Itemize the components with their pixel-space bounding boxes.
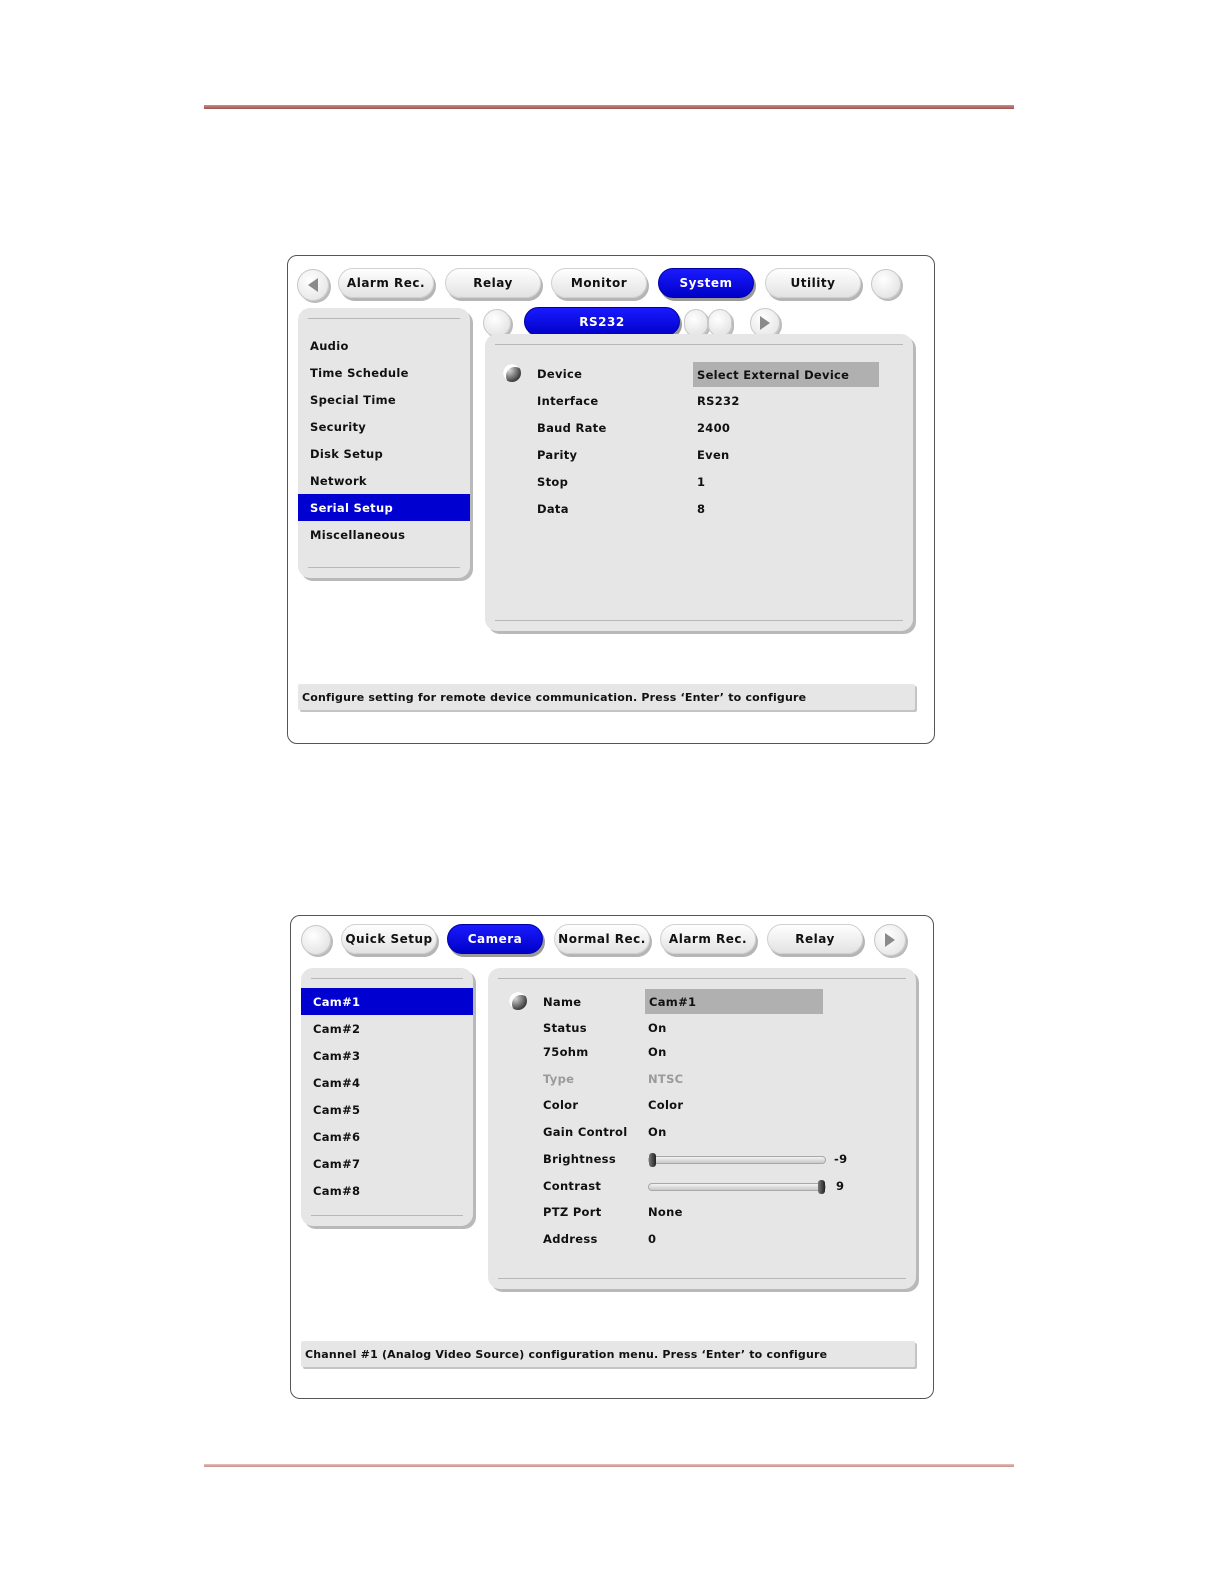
camera-setup-screen bbox=[290, 915, 934, 1399]
field-label-device: Device bbox=[537, 367, 583, 381]
camera-label: Cam#1 bbox=[313, 994, 361, 1009]
menu-item-network[interactable] bbox=[298, 467, 470, 494]
menu-label: Miscellaneous bbox=[310, 527, 406, 542]
camera-label: Cam#4 bbox=[313, 1075, 361, 1090]
field-value-gain-control[interactable]: On bbox=[648, 1125, 667, 1139]
camera-item-8[interactable] bbox=[301, 1177, 473, 1204]
contrast-slider[interactable] bbox=[648, 1183, 826, 1191]
status-text: Channel #1 (Analog Video Source) configuration menu. Press ‘Enter’ to configure bbox=[305, 1347, 828, 1361]
field-label-contrast: Contrast bbox=[543, 1179, 602, 1193]
field-label-baud-rate: Baud Rate bbox=[537, 421, 607, 435]
panel-edge bbox=[308, 567, 460, 568]
panel-edge bbox=[308, 318, 460, 319]
prev-tab-arrow-icon[interactable] bbox=[297, 269, 329, 301]
field-label-name: Name bbox=[543, 995, 582, 1009]
field-label-ptz-port: PTZ Port bbox=[543, 1205, 602, 1219]
field-label-address: Address bbox=[543, 1232, 598, 1246]
menu-label: Network bbox=[310, 473, 367, 488]
panel-edge bbox=[311, 978, 463, 979]
tab-utility[interactable] bbox=[765, 268, 861, 298]
tab-relay[interactable] bbox=[767, 924, 863, 954]
menu-label: Time Schedule bbox=[310, 365, 409, 380]
camera-item-6[interactable] bbox=[301, 1123, 473, 1150]
contrast-slider-handle[interactable] bbox=[818, 1180, 825, 1194]
camera-item-1[interactable] bbox=[301, 988, 473, 1015]
field-value-status[interactable]: On bbox=[648, 1021, 667, 1035]
tab-label: Monitor bbox=[570, 276, 628, 290]
field-label-gain-control: Gain Control bbox=[543, 1125, 628, 1139]
camera-item-2[interactable] bbox=[301, 1015, 473, 1042]
brightness-value: -9 bbox=[834, 1152, 848, 1166]
tab-normal-rec[interactable] bbox=[554, 924, 650, 954]
tab-label: Alarm Rec. bbox=[346, 276, 426, 290]
field-value-baud-rate[interactable]: 2400 bbox=[697, 421, 731, 435]
field-value-data[interactable]: 8 bbox=[697, 502, 706, 516]
selection-bullet-icon bbox=[509, 992, 527, 1010]
menu-label: Serial Setup bbox=[310, 500, 393, 515]
camera-name-input[interactable]: Cam#1 bbox=[645, 989, 823, 1014]
tab-quick-setup[interactable] bbox=[341, 924, 437, 954]
tab-label: Quick Setup bbox=[345, 932, 433, 946]
field-value-75ohm[interactable]: On bbox=[648, 1045, 667, 1059]
brightness-slider-handle[interactable] bbox=[649, 1153, 656, 1167]
camera-item-7[interactable] bbox=[301, 1150, 473, 1177]
camera-label: Cam#6 bbox=[313, 1129, 361, 1144]
menu-item-time-schedule[interactable] bbox=[298, 359, 470, 386]
contrast-value: 9 bbox=[836, 1179, 845, 1193]
subtab-rs232[interactable] bbox=[524, 307, 680, 336]
tab-label: Alarm Rec. bbox=[668, 932, 748, 946]
footer-rule bbox=[204, 1464, 1014, 1467]
menu-label: Special Time bbox=[310, 392, 396, 407]
tab-placeholder-circle bbox=[301, 925, 331, 955]
device-select[interactable]: Select External Device bbox=[693, 362, 879, 387]
tab-label: Camera bbox=[467, 932, 523, 946]
field-value-type: NTSC bbox=[648, 1072, 684, 1086]
camera-settings-panel bbox=[488, 968, 916, 1289]
camera-item-3[interactable] bbox=[301, 1042, 473, 1069]
field-label-75ohm: 75ohm bbox=[543, 1045, 589, 1059]
menu-label: Disk Setup bbox=[310, 446, 383, 461]
menu-item-disk-setup[interactable] bbox=[298, 440, 470, 467]
subtab-placeholder-circle bbox=[483, 309, 511, 337]
brightness-slider[interactable] bbox=[648, 1156, 826, 1164]
left-menu-panel bbox=[298, 308, 470, 578]
field-value-color[interactable]: Color bbox=[648, 1098, 684, 1112]
field-label-brightness: Brightness bbox=[543, 1152, 616, 1166]
field-label-data: Data bbox=[537, 502, 569, 516]
tab-label: Relay bbox=[473, 276, 513, 290]
tab-label: System bbox=[679, 276, 733, 290]
field-label-stop: Stop bbox=[537, 475, 569, 489]
camera-item-4[interactable] bbox=[301, 1069, 473, 1096]
header-rule bbox=[204, 105, 1014, 109]
menu-label: Security bbox=[310, 419, 367, 434]
camera-label: Cam#2 bbox=[313, 1021, 361, 1036]
field-label-interface: Interface bbox=[537, 394, 599, 408]
camera-label: Cam#8 bbox=[313, 1183, 361, 1198]
tab-label: Normal Rec. bbox=[558, 932, 646, 946]
panel-edge bbox=[498, 1278, 906, 1279]
system-serial-setup-screen bbox=[287, 255, 935, 744]
tab-camera[interactable] bbox=[447, 924, 543, 954]
field-label-status: Status bbox=[543, 1021, 587, 1035]
status-bar bbox=[298, 684, 915, 710]
panel-edge bbox=[498, 978, 906, 979]
camera-list-panel bbox=[301, 968, 473, 1226]
tab-alarm-rec[interactable] bbox=[660, 924, 756, 954]
menu-item-miscellaneous[interactable] bbox=[298, 521, 470, 548]
next-tab-arrow-icon[interactable] bbox=[874, 924, 906, 956]
subtab-label: RS232 bbox=[579, 314, 625, 329]
tab-monitor[interactable] bbox=[551, 268, 647, 298]
settings-panel bbox=[485, 334, 913, 631]
field-label-parity: Parity bbox=[537, 448, 578, 462]
panel-edge bbox=[311, 1215, 463, 1216]
tab-alarm-rec[interactable] bbox=[338, 268, 434, 298]
camera-item-5[interactable] bbox=[301, 1096, 473, 1123]
selection-bullet-icon bbox=[503, 364, 521, 382]
panel-edge bbox=[495, 620, 903, 621]
subtab-placeholder-circle bbox=[684, 309, 708, 337]
menu-item-audio[interactable] bbox=[298, 332, 470, 359]
field-value-interface[interactable]: RS232 bbox=[697, 394, 740, 408]
camera-label: Cam#5 bbox=[313, 1102, 361, 1117]
menu-item-serial-setup[interactable] bbox=[298, 494, 470, 521]
tab-relay[interactable] bbox=[445, 268, 541, 298]
field-label-color: Color bbox=[543, 1098, 579, 1112]
tab-placeholder-circle bbox=[871, 269, 901, 299]
status-bar bbox=[301, 1341, 915, 1367]
field-value-address[interactable]: 0 bbox=[648, 1232, 657, 1246]
field-value-ptz-port[interactable]: None bbox=[648, 1205, 683, 1219]
subtab-placeholder-circle bbox=[708, 309, 732, 337]
tab-system[interactable] bbox=[658, 268, 754, 298]
field-value-stop[interactable]: 1 bbox=[697, 475, 706, 489]
camera-label: Cam#7 bbox=[313, 1156, 361, 1171]
field-label-type: Type bbox=[543, 1072, 575, 1086]
tab-label: Relay bbox=[795, 932, 835, 946]
tab-label: Utility bbox=[790, 276, 836, 290]
field-value-parity[interactable]: Even bbox=[697, 448, 730, 462]
panel-edge bbox=[495, 344, 903, 345]
menu-label: Audio bbox=[310, 338, 349, 353]
menu-item-special-time[interactable] bbox=[298, 386, 470, 413]
camera-label: Cam#3 bbox=[313, 1048, 361, 1063]
menu-item-security[interactable] bbox=[298, 413, 470, 440]
status-text: Configure setting for remote device communication. Press ‘Enter’ to configure bbox=[302, 690, 807, 704]
